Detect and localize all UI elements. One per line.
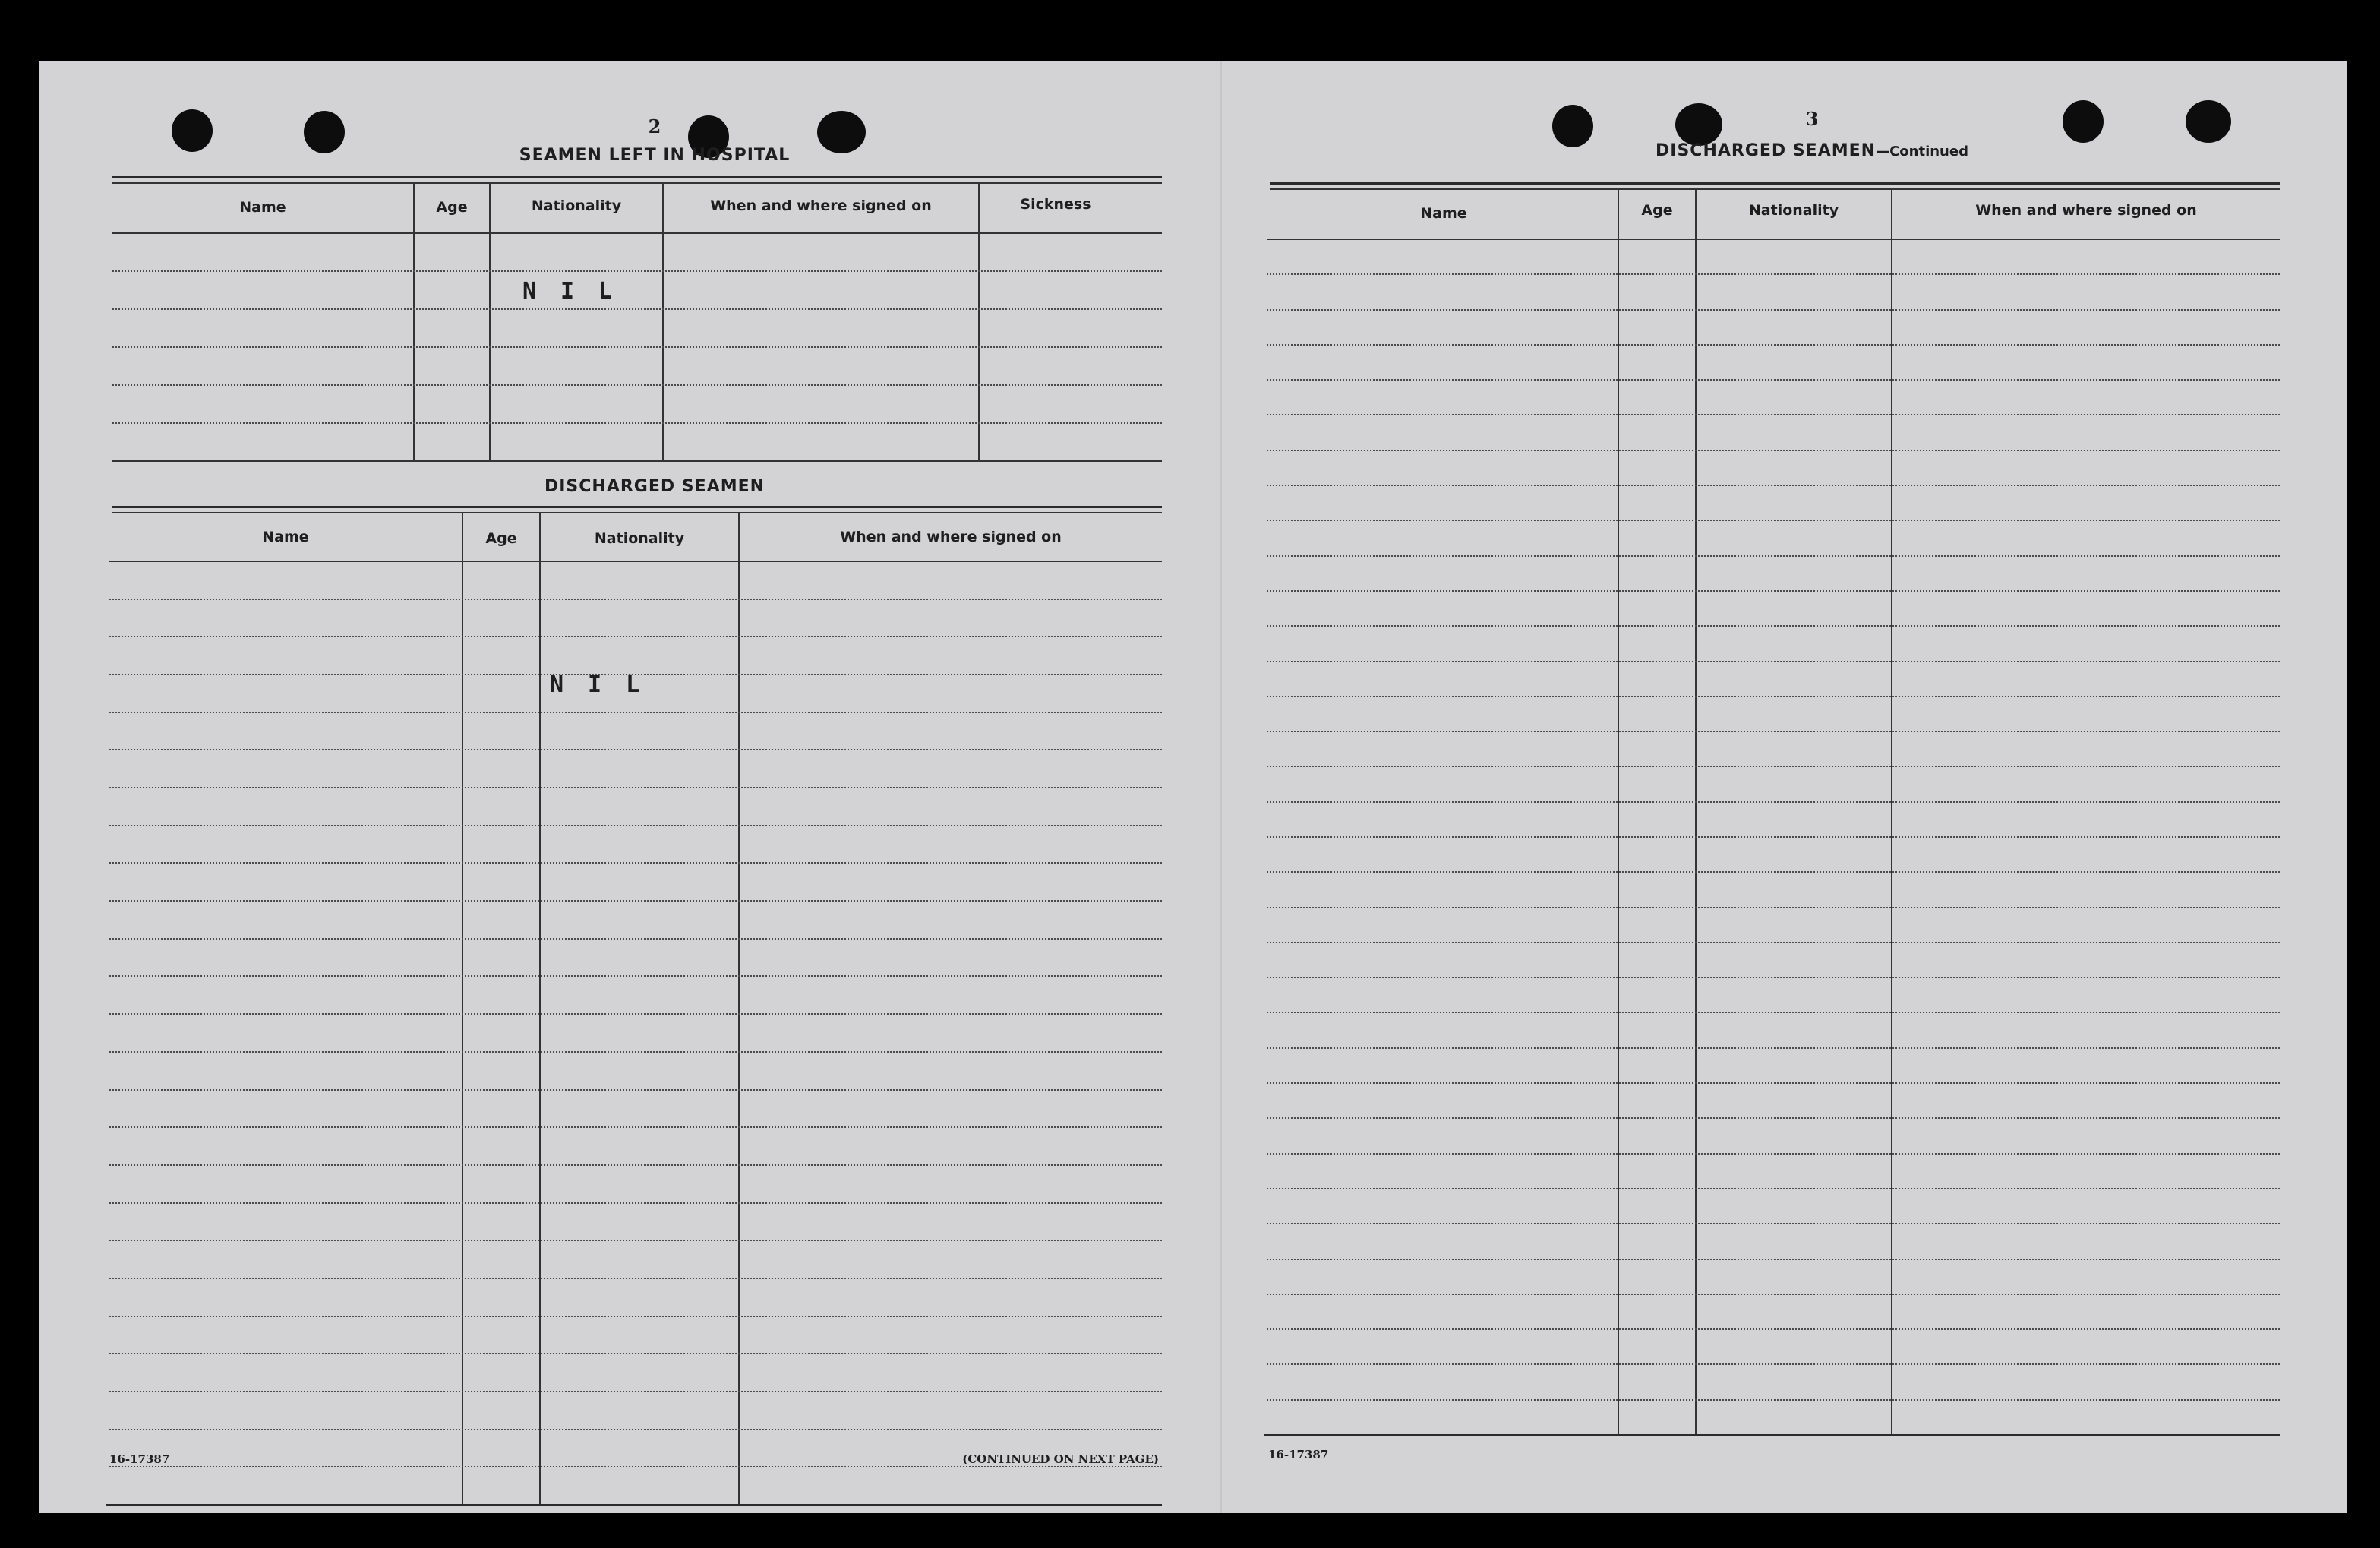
ruled-row-line bbox=[1267, 1047, 2280, 1049]
column-header-name: Name bbox=[1420, 205, 1467, 222]
form-number: 16-17387 bbox=[109, 1452, 170, 1466]
hospital-section-title: SEAMEN LEFT IN HOSPITAL bbox=[519, 146, 791, 165]
page-number: 3 bbox=[1805, 108, 1819, 130]
punch-hole bbox=[172, 109, 213, 152]
column-header-nationality: Nationality bbox=[594, 530, 685, 547]
header-rule bbox=[109, 561, 1162, 562]
column-header-age: Age bbox=[1641, 202, 1673, 219]
punch-hole bbox=[1675, 103, 1722, 146]
ruled-row-line bbox=[1267, 1328, 2280, 1330]
ruled-row-line bbox=[109, 1126, 1162, 1128]
column-header-age: Age bbox=[485, 530, 517, 547]
column-divider bbox=[1618, 190, 1619, 1434]
ruled-row-line bbox=[109, 1202, 1162, 1204]
column-header-signed-on: When and where signed on bbox=[1975, 202, 2197, 219]
ruled-row-line bbox=[112, 346, 1162, 348]
ruled-row-line bbox=[1267, 942, 2280, 943]
ruled-row-line bbox=[1267, 1363, 2280, 1365]
column-header-signed-on: When and where signed on bbox=[840, 529, 1062, 545]
column-divider bbox=[489, 184, 491, 460]
ruled-row-line bbox=[112, 270, 1162, 272]
ruled-row-line bbox=[1267, 907, 2280, 908]
typed-nil-entry: NIL bbox=[522, 278, 637, 305]
typed-nil-entry: NIL bbox=[550, 671, 664, 698]
ruled-row-line bbox=[109, 749, 1162, 750]
ruled-row-line bbox=[1267, 379, 2280, 381]
ruled-row-line bbox=[109, 938, 1162, 940]
continued-note: (CONTINUED ON NEXT PAGE) bbox=[962, 1452, 1159, 1466]
column-header-age: Age bbox=[436, 199, 468, 216]
ruled-row-line bbox=[1267, 555, 2280, 557]
ruled-row-line bbox=[109, 1164, 1162, 1166]
ruled-row-line bbox=[1267, 450, 2280, 451]
ruled-row-line bbox=[1267, 1294, 2280, 1295]
ruled-row-line bbox=[1267, 1117, 2280, 1119]
ruled-row-line bbox=[1267, 836, 2280, 838]
section-title-continued: —Continued bbox=[1876, 144, 1968, 160]
page-number: 2 bbox=[648, 115, 661, 137]
ruled-row-line bbox=[109, 862, 1162, 864]
punch-hole bbox=[304, 111, 345, 153]
ruled-row-line bbox=[1267, 485, 2280, 486]
ruled-row-line bbox=[109, 825, 1162, 826]
column-divider bbox=[462, 513, 463, 1504]
ruled-row-line bbox=[112, 422, 1162, 424]
form-number: 16-17387 bbox=[1268, 1448, 1329, 1461]
punch-hole bbox=[2186, 100, 2231, 143]
ruled-row-line bbox=[109, 1013, 1162, 1015]
column-divider bbox=[539, 513, 541, 1504]
ruled-row-line bbox=[109, 1391, 1162, 1392]
ruled-row-line bbox=[1267, 1153, 2280, 1155]
ruled-row-line bbox=[109, 1240, 1162, 1241]
column-header-sickness: Sickness bbox=[1020, 196, 1091, 213]
column-divider bbox=[978, 184, 980, 460]
ruled-row-line bbox=[1267, 414, 2280, 415]
ruled-row-line bbox=[1267, 273, 2280, 275]
ruled-row-line bbox=[109, 1429, 1162, 1430]
page-fold bbox=[1220, 61, 1222, 1513]
ruled-row-line bbox=[109, 787, 1162, 788]
discharged-section-title: DISCHARGED SEAMEN bbox=[544, 477, 765, 496]
ruled-row-line bbox=[109, 975, 1162, 977]
column-divider bbox=[1695, 190, 1697, 1434]
ruled-row-line bbox=[109, 1466, 1162, 1467]
ruled-row-line bbox=[1267, 1012, 2280, 1013]
ruled-row-line bbox=[1267, 696, 2280, 697]
ruled-row-line bbox=[1267, 520, 2280, 521]
ruled-row-line bbox=[1267, 1082, 2280, 1084]
column-header-signed-on: When and where signed on bbox=[710, 197, 932, 214]
ruled-row-line bbox=[109, 1353, 1162, 1354]
ruled-row-line bbox=[1267, 977, 2280, 978]
discharged-continued-title bbox=[1584, 141, 2040, 160]
ruled-row-line bbox=[1267, 590, 2280, 592]
column-header-name: Name bbox=[262, 529, 309, 545]
ruled-row-line bbox=[1267, 1223, 2280, 1224]
punch-hole bbox=[2063, 100, 2104, 143]
ruled-row-line bbox=[112, 384, 1162, 386]
ruled-row-line bbox=[1267, 661, 2280, 662]
ruled-row-line bbox=[109, 636, 1162, 637]
section-title-main: DISCHARGED SEAMEN bbox=[1656, 141, 1877, 160]
column-header-name: Name bbox=[239, 199, 286, 216]
ruled-row-line bbox=[1267, 625, 2280, 627]
ruled-row-line bbox=[109, 1089, 1162, 1091]
ruled-row-line bbox=[1267, 871, 2280, 873]
ruled-row-line bbox=[1267, 1399, 2280, 1401]
column-divider bbox=[413, 184, 415, 460]
ruled-row-line bbox=[109, 599, 1162, 600]
ruled-row-line bbox=[1267, 1259, 2280, 1260]
ruled-row-line bbox=[1267, 801, 2280, 803]
ruled-row-line bbox=[1267, 1188, 2280, 1189]
column-header-nationality: Nationality bbox=[531, 197, 622, 214]
ruled-row-line bbox=[1267, 766, 2280, 767]
header-rule bbox=[112, 232, 1162, 234]
ruled-row-line bbox=[109, 1316, 1162, 1317]
form-sheet bbox=[39, 61, 2347, 1513]
ruled-row-line bbox=[109, 712, 1162, 713]
ruled-row-line bbox=[1267, 731, 2280, 732]
ruled-row-line bbox=[1267, 309, 2280, 311]
header-rule bbox=[1267, 239, 2280, 240]
ruled-row-line bbox=[109, 1278, 1162, 1279]
ruled-row-line bbox=[109, 674, 1162, 675]
ruled-row-line bbox=[1267, 344, 2280, 346]
column-divider bbox=[662, 184, 664, 460]
ruled-row-line bbox=[109, 1051, 1162, 1053]
column-divider bbox=[1891, 190, 1892, 1434]
column-divider bbox=[738, 513, 740, 1504]
ruled-row-line bbox=[109, 900, 1162, 902]
ruled-row-line bbox=[112, 308, 1162, 310]
column-header-nationality: Nationality bbox=[1748, 202, 1839, 219]
